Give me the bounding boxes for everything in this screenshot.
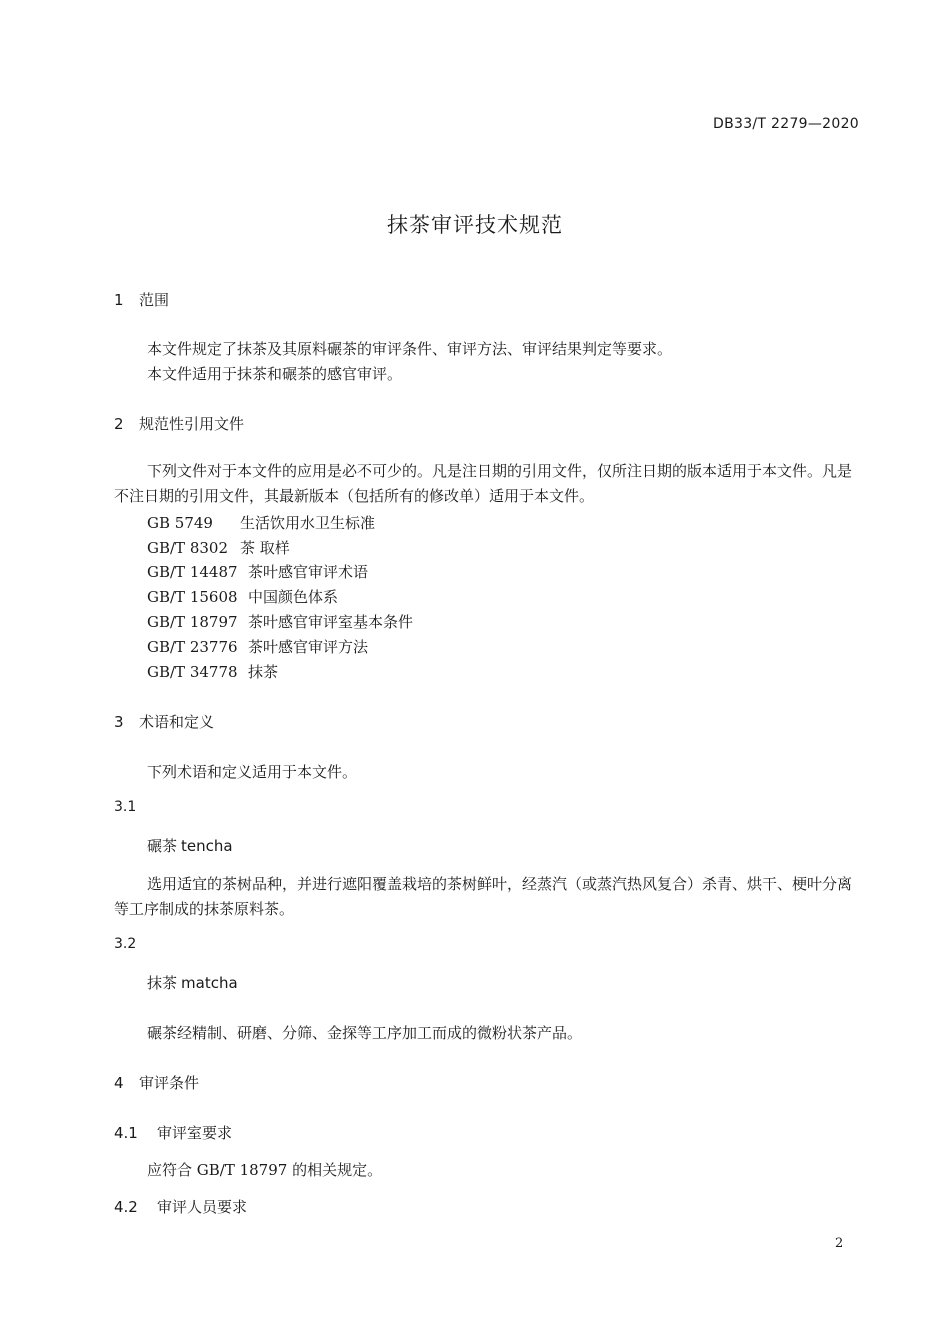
subsection-title: 审评室要求 bbox=[157, 1124, 233, 1142]
term-english: matcha bbox=[181, 974, 238, 992]
subsection-number: 4.2 bbox=[114, 1198, 138, 1216]
term-heading bbox=[147, 972, 238, 993]
reference-code: GB/T 15608 bbox=[147, 588, 238, 606]
reference-code: GB/T 8302 bbox=[147, 539, 229, 557]
term-definition: 碾茶经精制、研磨、分筛、金探等工序加工而成的微粉状茶产品。 bbox=[147, 1024, 583, 1042]
reference-name: 茶叶感官审评方法 bbox=[248, 638, 369, 656]
reference-item bbox=[147, 537, 290, 558]
section-1-heading bbox=[114, 289, 169, 310]
reference-code: GB/T 18797 bbox=[147, 613, 238, 631]
reference-name: 茶 取样 bbox=[240, 539, 290, 557]
section-title: 审评条件 bbox=[139, 1074, 200, 1092]
section-number: 4 bbox=[114, 1074, 124, 1092]
section-number: 3 bbox=[114, 713, 124, 731]
term-number: 3.1 bbox=[114, 799, 137, 815]
reference-item bbox=[147, 561, 368, 582]
subsection-4-1-paragraph: 应符合 GB/T 18797 的相关规定。 bbox=[147, 1161, 383, 1179]
term-english: tencha bbox=[181, 837, 233, 855]
reference-item bbox=[147, 611, 413, 632]
subsection-number: 4.1 bbox=[114, 1124, 138, 1142]
term-chinese: 碾茶 bbox=[147, 837, 178, 855]
section-title: 范围 bbox=[139, 291, 170, 309]
reference-item bbox=[147, 636, 368, 657]
reference-code: GB/T 34778 bbox=[147, 663, 238, 681]
reference-name: 茶叶感官审评术语 bbox=[248, 563, 369, 581]
section-title: 规范性引用文件 bbox=[139, 415, 245, 433]
document-number: DB33/T 2279—2020 bbox=[713, 116, 859, 132]
reference-name: 茶叶感官审评室基本条件 bbox=[248, 613, 414, 631]
subsection-4-2-heading bbox=[114, 1196, 247, 1217]
reference-name: 生活饮用水卫生标准 bbox=[240, 514, 376, 532]
term-chinese: 抹茶 bbox=[147, 974, 178, 992]
section-title: 术语和定义 bbox=[139, 713, 215, 731]
reference-item bbox=[147, 512, 375, 533]
reference-name: 中国颜色体系 bbox=[248, 588, 339, 606]
section-3-paragraph: 下列术语和定义适用于本文件。 bbox=[147, 763, 358, 781]
section-number: 1 bbox=[114, 291, 124, 309]
section-4-heading bbox=[114, 1072, 199, 1093]
subsection-4-1-heading bbox=[114, 1122, 232, 1143]
reference-item bbox=[147, 586, 338, 607]
page-number: 2 bbox=[835, 1236, 844, 1251]
section-1-paragraph: 本文件规定了抹茶及其原料碾茶的审评条件、审评方法、审评结果判定等要求。 bbox=[147, 340, 673, 358]
reference-code: GB/T 23776 bbox=[147, 638, 238, 656]
reference-item bbox=[147, 661, 278, 682]
section-3-heading bbox=[114, 711, 214, 732]
section-2-heading bbox=[114, 413, 244, 434]
term-number: 3.2 bbox=[114, 936, 137, 952]
term-heading bbox=[147, 835, 233, 856]
term-definition: 选用适宜的茶树品种，并进行遮阳覆盖栽培的茶树鲜叶，经蒸汽（或蒸汽热风复合）杀青、烘干、梗叶分离等工序制成的抹茶原料茶。 bbox=[114, 875, 853, 918]
document-title: 抹茶审评技术规范 bbox=[387, 213, 563, 237]
reference-code: GB/T 14487 bbox=[147, 563, 238, 581]
section-1-paragraph: 本文件适用于抹茶和碾茶的感官审评。 bbox=[147, 365, 403, 383]
section-2-paragraph: 下列文件对于本文件的应用是必不可少的。凡是注日期的引用文件，仅所注日期的版本适用于本文件。凡是不注日期的引用文件，其最新版本（包括所有的修改单）适用于本文件。 bbox=[114, 462, 853, 505]
section-number: 2 bbox=[114, 415, 124, 433]
reference-name: 抹茶 bbox=[248, 663, 279, 681]
subsection-title: 审评人员要求 bbox=[157, 1198, 248, 1216]
reference-code: GB 5749 bbox=[147, 514, 213, 532]
